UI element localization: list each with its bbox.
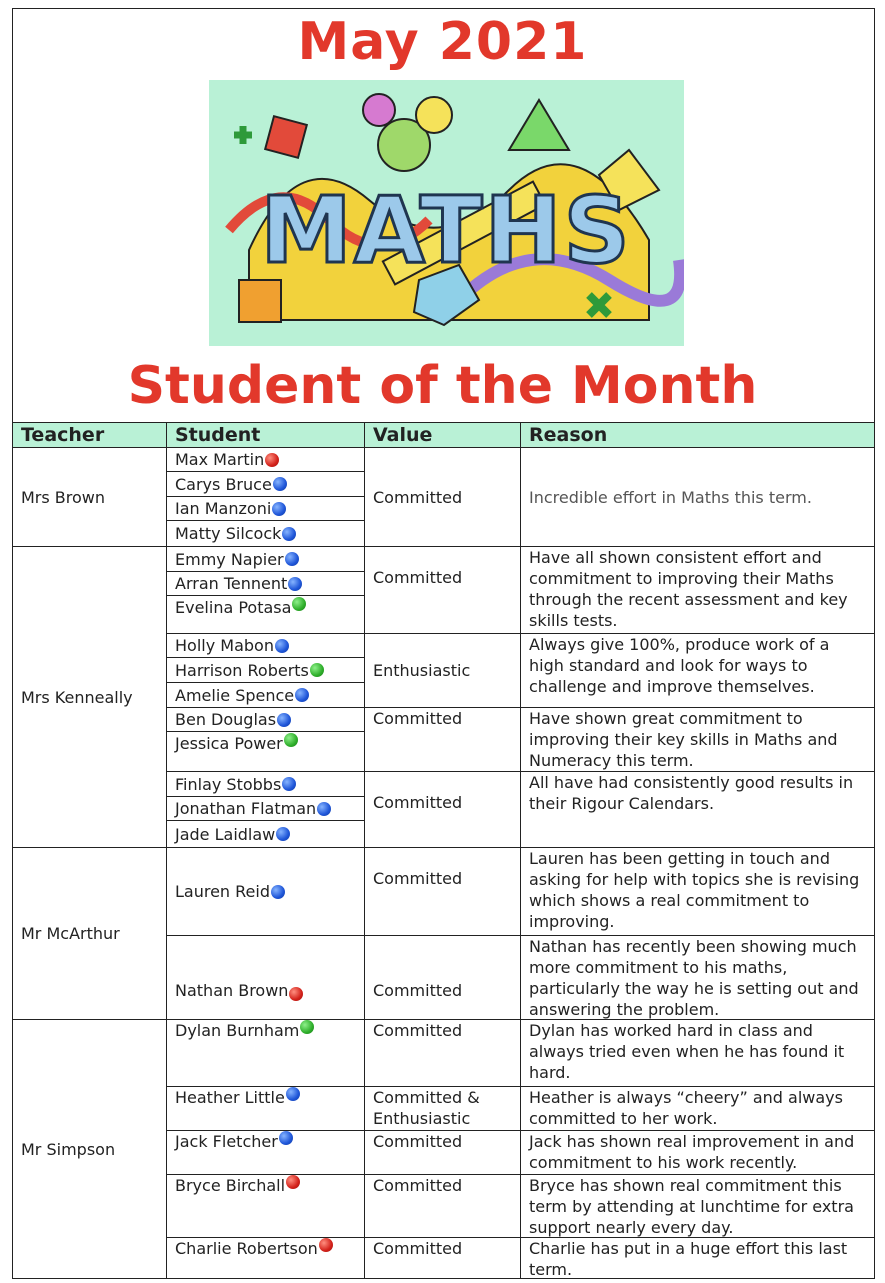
value-cell-text: Committed: [373, 1239, 463, 1258]
blue-dot-icon: [272, 502, 286, 516]
student-cell: [167, 732, 365, 772]
value-cell: [365, 1175, 521, 1238]
value-cell-text: Committed: [373, 568, 463, 587]
red-dot-icon: [289, 987, 303, 1001]
student-cell: [167, 1238, 365, 1279]
blue-dot-icon: [273, 477, 287, 491]
column-header-text: Value: [373, 423, 433, 446]
student-cell: [167, 572, 365, 596]
student-cell: [167, 448, 365, 472]
red-dot-icon: [265, 453, 279, 467]
student-cell: [167, 936, 365, 1020]
student-cell: [167, 596, 365, 634]
value-cell-text: Committed & Enthusiastic: [373, 1088, 480, 1128]
green-dot-icon: [310, 663, 324, 677]
student-cell: [167, 821, 365, 848]
reason-cell-text: Nathan has recently been showing much more commitment to his maths, particularly the way he is setting out and answering the problem.: [529, 937, 859, 1019]
student-name: Dylan Burnham: [175, 1021, 300, 1040]
column-header-text: Reason: [529, 423, 608, 446]
value-cell-text: Committed: [373, 709, 463, 728]
student-cell: [167, 708, 365, 732]
blue-dot-icon: [286, 1087, 300, 1101]
green-dot-icon: [284, 733, 298, 747]
student-name: Harrison Roberts: [175, 660, 309, 680]
reason-cell-text: All have had consistently good results in their Rigour Calendars.: [529, 773, 854, 813]
student-name: Max Martin: [175, 450, 265, 469]
student-cell: [167, 797, 365, 821]
value-cell-text: Committed: [373, 487, 463, 507]
value-cell-text: Committed: [373, 793, 463, 812]
student-cell: [167, 772, 365, 797]
green-dot-icon: [292, 597, 306, 611]
blue-dot-icon: [317, 802, 331, 816]
column-header-text: Teacher: [21, 423, 105, 446]
column-header-text: Student: [175, 423, 261, 446]
student-name: Evelina Potasa: [175, 598, 292, 617]
teacher-cell: [13, 547, 167, 848]
reason-cell-text: Dylan has worked hard in class and always tried even when he has found it hard.: [529, 1021, 845, 1082]
reason-cell-text: Always give 100%, produce work of a high standard and look for ways to challenge and improve themselves.: [529, 635, 830, 696]
value-cell: [365, 547, 521, 634]
student-name: Finlay Stobbs: [175, 774, 282, 794]
student-cell: [167, 521, 365, 547]
maths-banner: [209, 80, 684, 346]
reason-cell: [521, 848, 875, 936]
student-name: Carys Bruce: [175, 474, 272, 494]
reason-cell-text: Jack has shown real improvement in and commitment to his work recently.: [529, 1132, 855, 1172]
reason-cell-text: Have all shown consistent effort and commitment to improving their Maths through the recent assessment and key skills tests.: [529, 548, 848, 630]
reason-cell-text: Lauren has been getting in touch and asking for help with topics she is revising which shows a real commitment to improving.: [529, 849, 860, 931]
reason-cell: [521, 1020, 875, 1087]
value-cell: [365, 1238, 521, 1279]
blue-dot-icon: [271, 885, 285, 899]
blue-dot-icon: [282, 777, 296, 791]
teacher-cell-text: Mrs Brown: [21, 487, 106, 507]
blue-dot-icon: [279, 1131, 293, 1145]
student-of-month-title: Student of the Month: [127, 356, 758, 416]
value-cell-text: Committed: [373, 1021, 463, 1040]
value-cell-text: Committed: [373, 1132, 463, 1151]
student-name: Ian Manzoni: [175, 499, 272, 518]
value-cell: [365, 634, 521, 708]
teacher-cell: [13, 1020, 167, 1279]
reason-cell: [521, 936, 875, 1020]
student-name: Jessica Power: [175, 734, 283, 753]
value-cell: [365, 1131, 521, 1175]
red-dot-icon: [286, 1175, 300, 1189]
maths-doodle-illustration: [209, 80, 684, 346]
student-cell: [167, 1175, 365, 1238]
blue-dot-icon: [285, 552, 299, 566]
student-cell: [167, 497, 365, 521]
student-cell: [167, 634, 365, 658]
value-cell-text: Committed: [373, 1176, 463, 1195]
student-name: Nathan Brown: [175, 981, 289, 1000]
value-cell: [365, 772, 521, 848]
red-dot-icon: [319, 1238, 333, 1252]
student-cell: [167, 658, 365, 683]
reason-cell: [521, 772, 875, 848]
teacher-cell-text: Mr McArthur: [21, 924, 120, 943]
value-cell-text: Committed: [373, 869, 463, 888]
value-cell-text: Enthusiastic: [373, 661, 471, 680]
reason-cell: [521, 1238, 875, 1279]
blue-dot-icon: [288, 577, 302, 591]
reason-cell-text: Incredible effort in Maths this term.: [529, 487, 812, 507]
student-name: Jade Laidlaw: [175, 824, 276, 844]
teacher-cell: [13, 848, 167, 1020]
value-cell: [365, 1087, 521, 1131]
reason-cell-text: Bryce has shown real commitment this term by attending at lunchtime for extra support nearly every day.: [529, 1176, 854, 1237]
blue-dot-icon: [282, 527, 296, 541]
value-cell: [365, 936, 521, 1020]
reason-cell: [521, 1087, 875, 1131]
student-cell: [167, 1087, 365, 1131]
student-name: Charlie Robertson: [175, 1239, 318, 1258]
teacher-cell-text: Mr Simpson: [21, 1139, 116, 1159]
reason-cell: [521, 547, 875, 634]
column-header: [167, 423, 365, 448]
green-dot-icon: [300, 1020, 314, 1034]
student-cell: [167, 683, 365, 708]
banner-word: MATHS: [260, 177, 632, 284]
reason-cell: [521, 634, 875, 708]
reason-cell-text: Heather is always “cheery” and always committed to her work.: [529, 1088, 843, 1128]
value-cell: [365, 708, 521, 772]
student-cell: [167, 1131, 365, 1175]
blue-dot-icon: [277, 713, 291, 727]
value-cell: [365, 448, 521, 547]
value-cell: [365, 1020, 521, 1087]
reason-cell: [521, 708, 875, 772]
month-title: May 2021: [297, 12, 588, 72]
student-cell: [167, 848, 365, 936]
student-name: Heather Little: [175, 1088, 285, 1107]
student-name: Jack Fletcher: [175, 1132, 278, 1151]
student-name: Arran Tennent: [175, 574, 288, 593]
blue-dot-icon: [276, 827, 290, 841]
student-name: Ben Douglas: [175, 710, 277, 729]
student-name: Holly Mabon: [175, 636, 274, 655]
student-cell: [167, 547, 365, 572]
student-cell: [167, 1020, 365, 1087]
column-header: [365, 423, 521, 448]
teacher-cell: [13, 448, 167, 547]
student-name: Lauren Reid: [175, 882, 270, 901]
column-header: [521, 423, 875, 448]
value-cell: [365, 848, 521, 936]
reason-cell: [521, 1131, 875, 1175]
student-name: Bryce Birchall: [175, 1176, 286, 1195]
reason-cell: [521, 448, 875, 547]
student-name: Matty Silcock: [175, 524, 282, 543]
column-header: [13, 423, 167, 448]
teacher-cell-text: Mrs Kenneally: [21, 687, 133, 707]
student-name: Emmy Napier: [175, 549, 284, 569]
blue-dot-icon: [275, 639, 289, 653]
student-name: Amelie Spence: [175, 685, 295, 705]
reason-cell-text: Have shown great commitment to improving their key skills in Maths and Numeracy this term.: [529, 709, 838, 770]
student-name: Jonathan Flatman: [175, 799, 317, 818]
student-cell: [167, 472, 365, 497]
reason-cell: [521, 1175, 875, 1238]
value-cell-text: Committed: [373, 981, 463, 1000]
reason-cell-text: Charlie has put in a huge effort this last term.: [529, 1239, 848, 1279]
blue-dot-icon: [295, 688, 309, 702]
